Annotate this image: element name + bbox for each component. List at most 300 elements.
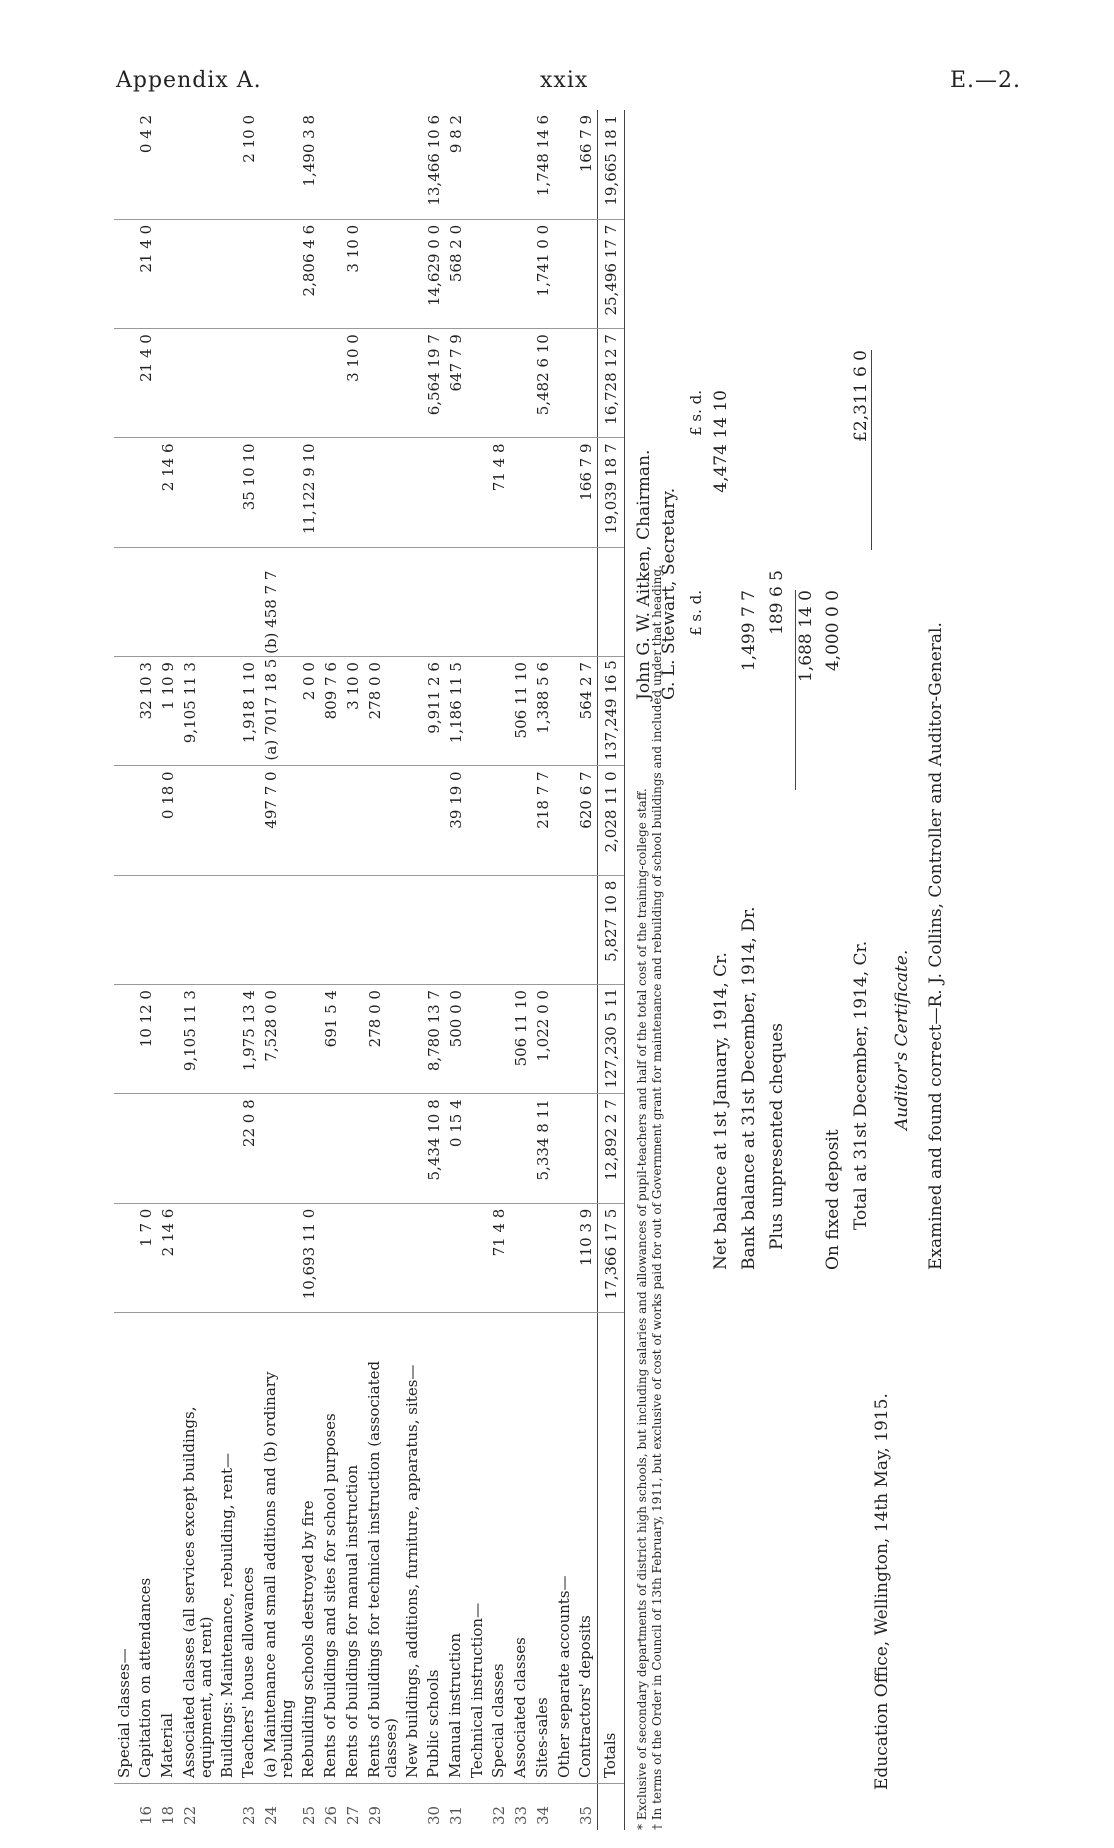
amount-cell [510,766,532,875]
auditor-certificate-title: Auditor's Certificate. [892,949,912,1130]
row-description: Manual instruction [445,1313,467,1784]
amount-cell: 218 7 7 [532,766,554,875]
amount-cell [510,547,532,656]
amount-cell [364,219,402,328]
amount-cell [135,875,157,984]
amount-cell [488,985,510,1094]
amount-cell: 9,911 2 6 [423,657,445,766]
amount-cell [320,766,342,875]
amount-cell [364,875,402,984]
amount-cell [423,766,445,875]
page-number: xxix [540,68,589,93]
deposit-value: 4,000 0 0 [823,590,843,672]
amount-cell: 9,105 11 3 [179,657,217,766]
amount-cell: 5,434 10 8 [423,1094,445,1203]
amount-cell: 1,748 14 6 [532,110,554,219]
chairman-signature: John G. W. Aitken, Chairman. [634,449,654,700]
row-number: 25 [300,1805,318,1825]
amount-cell [364,1094,402,1203]
amount-cell: 8,780 13 7 [423,985,445,1094]
amount-cell [179,547,217,656]
row-number: 35 [577,1805,595,1825]
amount-cell [510,875,532,984]
amount-cell [467,766,488,875]
row-number: 29 [366,1805,384,1825]
appendix-label: Appendix A. [116,68,262,93]
amount-cell [217,329,238,438]
amount-cell [238,547,260,656]
amount-cell: 21 4 0 [135,219,157,328]
amount-cell: 0 4 2 [135,110,157,219]
amount-cell [467,329,488,438]
row-description: New buildings, additions, furniture, apparatus, sites— [402,1313,423,1784]
row-number: 27 [344,1805,362,1825]
amount-cell [488,875,510,984]
amount-cell [179,875,217,984]
amount-cell: 1,388 5 6 [532,657,554,766]
amount-cell [364,110,402,219]
footnotes [635,110,665,1830]
row-number: 33 [512,1805,530,1825]
amount-cell [217,438,238,547]
amount-cell [342,547,364,656]
row-description: Rents of buildings for manual instruction [342,1313,364,1784]
cheques-label: Plus unpresented cheques [767,1023,787,1250]
amount-cell [217,1094,238,1203]
row-number: 31 [447,1805,465,1825]
total-label: Total at 31st December, 1914, Cr. [851,940,871,1230]
amount-cell [114,875,135,984]
amount-cell [510,438,532,547]
table-row [238,110,260,1830]
amount-cell [157,219,179,328]
document-code: E.—2. [950,68,1022,93]
amount-cell [114,219,135,328]
amount-cell: 9 8 2 [445,110,467,219]
bank-balance-value: 1,499 7 7 [739,590,759,672]
amount-cell [402,110,423,219]
amount-cell [554,547,575,656]
amount-cell [423,1203,445,1312]
col-header: £ s. d. [687,390,705,436]
totals-cell: 19,039 18 7 [598,438,625,547]
table-row [114,110,135,1830]
amount-cell: 2 0 0 [298,657,320,766]
amount-cell [488,329,510,438]
table-row [135,110,157,1830]
amount-cell [157,110,179,219]
amount-cell [364,1203,402,1312]
amount-cell [467,438,488,547]
amount-cell [423,547,445,656]
totals-cell [598,547,625,656]
row-number: 16 [137,1805,155,1825]
amount-cell [157,985,179,1094]
amount-cell [510,1094,532,1203]
footnote: * Exclusive of secondary departments of district high schools, but including salaries and allowances of pupil-teachers and half of the total cost of the training-college staff. [635,788,649,1830]
amount-cell [575,985,598,1094]
amount-cell: 35 10 10 [238,438,260,547]
row-number: 23 [240,1805,258,1825]
amount-cell [488,110,510,219]
amount-cell: 1,975 13 4 [238,985,260,1094]
totals-cell: 25,496 17 7 [598,219,625,328]
amount-cell: 2,806 4 6 [298,219,320,328]
amount-cell [217,219,238,328]
amount-cell [402,547,423,656]
row-description: Public schools [423,1313,445,1784]
amount-cell [342,438,364,547]
secretary-signature: G. L. Stewart, Secretary. [659,487,679,700]
amount-cell [423,438,445,547]
amount-cell [554,219,575,328]
amount-cell: 71 4 8 [488,438,510,547]
totals-cell: 16,728 12 7 [598,329,625,438]
table-row [488,110,510,1830]
amount-cell [364,438,402,547]
amount-cell: 71 4 8 [488,1203,510,1312]
amount-cell: 564 2 7 [575,657,598,766]
amount-cell [260,875,298,984]
amount-cell [510,219,532,328]
amount-cell [575,1094,598,1203]
amount-cell [575,547,598,656]
table-row [445,110,467,1830]
amount-cell [467,1203,488,1312]
amount-cell [554,438,575,547]
totals-cell: 127,230 5 11 [598,985,625,1094]
table-row [364,110,402,1830]
amount-cell [554,657,575,766]
totals-cell: 17,366 17 5 [598,1203,625,1312]
row-number [114,1784,135,1831]
table-row [575,110,598,1830]
amount-cell [342,1203,364,1312]
table-row [423,110,445,1830]
amount-cell [320,219,342,328]
amount-cell [238,875,260,984]
amount-cell [298,329,320,438]
amount-cell [260,219,298,328]
amount-cell [445,1203,467,1312]
amount-cell [532,875,554,984]
amount-cell [532,547,554,656]
amount-cell [114,547,135,656]
amount-cell [260,438,298,547]
amount-cell: 3 10 0 [342,219,364,328]
amount-cell [320,1203,342,1312]
amount-cell [260,1203,298,1312]
totals-row [598,110,625,1830]
row-number: 30 [425,1805,443,1825]
row-description: Teachers' house allowances [238,1313,260,1784]
amount-cell [135,438,157,547]
amount-cell: 3 10 0 [342,329,364,438]
amount-cell [423,875,445,984]
amount-cell [179,219,217,328]
amount-cell [445,547,467,656]
total-value: £2,311 6 0 [851,350,872,550]
amount-cell [445,438,467,547]
amount-cell [179,438,217,547]
amount-cell: 1 7 0 [135,1203,157,1312]
amount-cell: 21 4 0 [135,329,157,438]
amount-cell [554,1203,575,1312]
amount-cell [298,1094,320,1203]
amount-cell [467,985,488,1094]
amount-cell [445,875,467,984]
amount-cell [554,875,575,984]
footnote: † In terms of the Order in Council of 13th February, 1911, but exclusive of cost of works paid for out of Government grant for maintenance and rebuilding of school buildings and included under that heading. [650,565,664,1830]
amount-cell [364,329,402,438]
amount-cell: 2 10 0 [238,110,260,219]
amount-cell [298,875,320,984]
amount-cell [532,1203,554,1312]
amount-cell [157,1094,179,1203]
table-row [298,110,320,1830]
bank-balance-label: Bank balance at 31st December, 1914, Dr. [739,906,759,1270]
amount-cell [179,1203,217,1312]
amount-cell: 2 14 6 [157,1203,179,1312]
amount-cell [217,1203,238,1312]
row-number: 24 [262,1805,280,1825]
amount-cell [342,766,364,875]
amount-cell [467,657,488,766]
row-description: Buildings: Maintenance, rebuilding, rent— [217,1313,238,1784]
amount-cell: 6,564 19 7 [423,329,445,438]
amount-cell [402,438,423,547]
amount-cell: 22 0 8 [238,1094,260,1203]
totals-cell: 19,665 18 1 [598,110,625,219]
amount-cell [488,766,510,875]
amount-cell: 1,186 11 5 [445,657,467,766]
amount-cell [402,1203,423,1312]
row-number [402,1784,423,1831]
amount-cell [320,329,342,438]
amount-cell [342,110,364,219]
amount-cell [554,766,575,875]
amount-cell [114,1203,135,1312]
amount-cell [260,329,298,438]
row-number [467,1784,488,1831]
amount-cell: 11,122 9 10 [298,438,320,547]
amount-cell: 0 18 0 [157,766,179,875]
table-row [342,110,364,1830]
totals-cell: 12,892 2 7 [598,1094,625,1203]
amount-cell [114,1094,135,1203]
amount-cell: 691 5 4 [320,985,342,1094]
amount-cell [238,329,260,438]
accounts-table [114,110,625,1830]
amount-cell [402,1094,423,1203]
totals-cell: 5,827 10 8 [598,875,625,984]
amount-cell [320,438,342,547]
amount-cell: 1,022 0 0 [532,985,554,1094]
amount-cell [488,1094,510,1203]
amount-cell: 7,528 0 0 [260,985,298,1094]
amount-cell [298,766,320,875]
amount-cell [217,985,238,1094]
amount-cell [402,329,423,438]
amount-cell [260,110,298,219]
amount-cell [298,985,320,1094]
amount-cell [402,875,423,984]
amount-cell [510,110,532,219]
amount-cell [402,985,423,1094]
amount-cell [554,1094,575,1203]
amount-cell: 1,918 1 10 [238,657,260,766]
amount-cell [298,547,320,656]
amount-cell [114,438,135,547]
table-row [179,110,217,1830]
amount-cell [320,875,342,984]
amount-cell [179,110,217,219]
table-row [217,110,238,1830]
amount-cell: 1,490 3 8 [298,110,320,219]
amount-cell [467,875,488,984]
row-description: Capitation on attendances [135,1313,157,1784]
amount-cell [217,875,238,984]
amount-cell [364,766,402,875]
amount-cell: 10 12 0 [135,985,157,1094]
amount-cell: 5,334 8 11 [532,1094,554,1203]
amount-cell [488,547,510,656]
amount-cell [320,110,342,219]
amount-cell: 809 7 6 [320,657,342,766]
amount-cell [510,329,532,438]
amount-cell [217,110,238,219]
amount-cell: 497 7 0 [260,766,298,875]
amount-cell: 278 0 0 [364,985,402,1094]
amount-cell [114,110,135,219]
amount-cell: 500 0 0 [445,985,467,1094]
table-row [467,110,488,1830]
row-number: 34 [534,1805,552,1825]
amount-cell: 506 11 10 [510,985,532,1094]
amount-cell [488,657,510,766]
row-number: 26 [322,1805,340,1825]
amount-cell [114,985,135,1094]
amount-cell: 39 19 0 [445,766,467,875]
table-row [510,110,532,1830]
amount-cell [488,219,510,328]
amount-cell [402,219,423,328]
amount-cell: 1 10 9 [157,657,179,766]
amount-cell [179,766,217,875]
amount-cell [467,110,488,219]
row-description: Technical instruction— [467,1313,488,1784]
amount-cell [179,329,217,438]
row-description: Rebuilding schools destroyed by fire [298,1313,320,1784]
amount-cell [364,547,402,656]
amount-cell: 506 11 10 [510,657,532,766]
amount-cell [554,110,575,219]
amount-cell: 2 14 6 [157,438,179,547]
amount-cell: 5,482 6 10 [532,329,554,438]
amount-cell [157,875,179,984]
amount-cell: 32 10 3 [135,657,157,766]
table-row [260,110,298,1830]
amount-cell [114,329,135,438]
amount-cell: 647 7 9 [445,329,467,438]
table-row [532,110,554,1830]
amount-cell [554,985,575,1094]
table-row [157,110,179,1830]
amount-cell: 0 15 4 [445,1094,467,1203]
amount-cell [510,1203,532,1312]
amount-cell [217,766,238,875]
totals-cell: 2,028 11 0 [598,766,625,875]
row-description: Associated classes (all services except buildings, equipment, and rent) [179,1313,217,1784]
row-description: Sites-sales [532,1313,554,1784]
amount-cell [467,1094,488,1203]
amount-cell: 10,693 11 0 [298,1203,320,1312]
amount-cell: 110 3 9 [575,1203,598,1312]
row-description: Associated classes [510,1313,532,1784]
amount-cell [467,219,488,328]
amount-cell [114,766,135,875]
amount-cell [135,547,157,656]
amount-cell [575,329,598,438]
amount-cell: 568 2 0 [445,219,467,328]
amount-cell: 14,629 0 0 [423,219,445,328]
amount-cell: 9,105 11 3 [179,985,217,1094]
amount-cell: (a) 7017 18 5 (b) 458 7 7 [260,657,298,766]
amount-cell [402,657,423,766]
amount-cell [402,766,423,875]
table-row [320,110,342,1830]
row-number [554,1784,575,1831]
amount-cell [238,766,260,875]
row-description: Material [157,1313,179,1784]
row-description: Special classes— [114,1313,135,1784]
amount-cell [320,547,342,656]
row-description: (a) Maintenance and small additions and (b) ordinary rebuilding [260,1313,298,1784]
table-row [402,110,423,1830]
amount-cell [575,875,598,984]
amount-cell: 278 0 0 [364,657,402,766]
amount-cell [135,1094,157,1203]
row-number: 22 [181,1805,199,1825]
row-description: Special classes [488,1313,510,1784]
cheques-value: 189 6 5 [767,570,787,635]
row-description: Rents of buildings and sites for school purposes [320,1313,342,1784]
amount-cell: 13,466 10 6 [423,110,445,219]
totals-cell: 137,249 16 5 [598,657,625,766]
amount-cell [217,657,238,766]
row-description: Contractors' deposits [575,1313,598,1784]
amount-cell [554,329,575,438]
totals-label: Totals [598,1313,625,1784]
row-number: 32 [490,1805,508,1825]
amount-cell: 166 7 9 [575,110,598,219]
amount-cell [575,219,598,328]
amount-cell [157,547,179,656]
row-number [217,1784,238,1831]
amount-cell: 166 7 9 [575,438,598,547]
amount-cell [342,985,364,1094]
amount-cell [532,438,554,547]
office-date: Education Office, Wellington, 14th May, 1915. [872,1393,892,1790]
row-description: Rents of buildings for technical instruction (associated classes) [364,1313,402,1784]
col-header: £ s. d. [687,590,705,636]
amount-cell [217,547,238,656]
row-number: 18 [159,1805,177,1825]
amount-cell [467,547,488,656]
amount-cell: 1,741 0 0 [532,219,554,328]
amount-cell: 620 6 7 [575,766,598,875]
amount-cell [260,1094,298,1203]
